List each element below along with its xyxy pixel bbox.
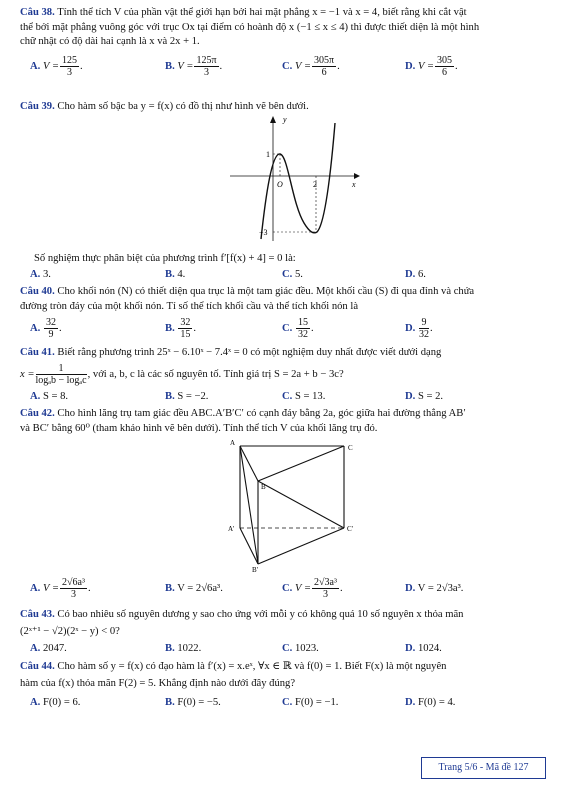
q43-option-c[interactable]: C. 1023. <box>282 643 319 654</box>
fraction: $\frac{\text{2√3a³}}{3}$ <box>314 577 337 600</box>
question-label: Câu 38. <box>20 7 55 18</box>
q44-line2: hàm của f(x) thỏa mãn F(2) = 5. Khẳng định nào dưới đây đúng? <box>20 677 296 689</box>
q39-option-a[interactable]: A. 3. <box>30 269 51 280</box>
vertex-C-label: C <box>348 444 353 452</box>
question-44 <box>20 660 550 708</box>
q43-line2: (2ˣ⁺¹ − √2)(2ˣ − y) < 0? <box>20 625 120 637</box>
q38-option-d[interactable]: D. V = $\frac{305}{6}$ . <box>405 55 458 78</box>
q43-option-a[interactable]: A. 2047. <box>30 643 67 654</box>
vertex-B1-label: B' <box>252 566 258 574</box>
q39-option-b[interactable]: B. 4. <box>165 269 186 280</box>
q42-line2: và BC′ bằng 60⁰ (tham khảo hình vẽ bên dưới). Tính thể tích V của khối lăng trụ đó. <box>20 422 378 434</box>
question-38 <box>20 6 550 78</box>
q43-line1: Câu 43. Có bao nhiêu số nguyên dương y sao cho ứng với mỗi y có không quá 10 số nguyên x thỏa mãn <box>20 609 464 620</box>
diagonal-BC1 <box>258 481 344 528</box>
edge-B1C1 <box>258 528 344 564</box>
q39-option-d[interactable]: D. 6. <box>405 269 426 280</box>
q38-option-a[interactable]: A. V = $\frac{125}{3}$ . <box>30 55 83 78</box>
q42-option-d[interactable]: D. V = 2√3a³. <box>405 583 464 594</box>
fraction: $\frac{32}{15}$ <box>180 317 191 340</box>
q42-line1: Câu 42. Cho hình lăng trụ tam giác đều ABC.A′B′C′ có cạnh đáy bằng 2a, góc giữa hai đường thẳng AB′ <box>20 408 466 419</box>
fraction: $\frac{32}{9}$ <box>45 317 56 340</box>
q38-option-c[interactable]: C. V = $\frac{305\pi}{6}$ . <box>282 55 340 78</box>
fraction: $\frac{125\pi}{3}$ <box>196 55 217 78</box>
q41-option-b[interactable]: B. S = −2. <box>165 391 209 402</box>
q44-options <box>20 696 550 712</box>
question-label: Câu 42. <box>20 408 55 419</box>
q42-options <box>20 577 550 603</box>
cubic-curve <box>261 123 335 239</box>
fraction: $\frac{\text{2√6a³}}{3}$ <box>62 577 85 600</box>
q41-line2: x = $\frac{1}{\text{logₐb − logₐc}}$ , với a, b, c là các số nguyên tố. Tính giá trị S = 2a + b − 3c? <box>20 362 344 386</box>
q39-options <box>20 268 550 284</box>
vertex-C1-label: C' <box>347 525 353 533</box>
q44-option-a[interactable]: A. F(0) = 6. <box>30 697 81 708</box>
q44-option-b[interactable]: B. F(0) = −5. <box>165 697 221 708</box>
fraction: $\frac{9}{32}$ <box>418 317 429 340</box>
question-39-body <box>20 252 550 280</box>
question-40 <box>20 285 550 340</box>
x-tick-2: 2 <box>313 180 317 189</box>
x-axis-arrow-icon <box>354 173 360 179</box>
q40-options <box>20 317 550 343</box>
question-42 <box>20 407 550 436</box>
q44-option-c[interactable]: C. F(0) = −1. <box>282 697 339 708</box>
q41-line1: Câu 41. Biết rằng phương trình 25ˣ − 6.10ˣ − 7.4ˣ = 0 có một nghiệm duy nhất được viết dưới dạng <box>20 347 442 358</box>
fraction: $\frac{125}{3}$ <box>62 55 78 78</box>
q40-option-c[interactable]: C. $\frac{15}{32}$ . <box>282 317 314 340</box>
q43-option-d[interactable]: D. 1024. <box>405 643 442 654</box>
question-41 <box>20 346 550 402</box>
q42-option-c[interactable]: C. V = $\frac{\text{2√3a³}}{3}$ . <box>282 577 343 600</box>
q38-line2: thể bởi mặt phẳng vuông góc với trục Ox tại điểm có hoành độ x (−1 ≤ x ≤ 4) thì được thiết diện là một hình <box>20 21 480 33</box>
q41-option-a[interactable]: A. S = 8. <box>30 391 69 402</box>
q42-option-b[interactable]: B. V = 2√6a³. <box>165 583 223 594</box>
q40-line2: đường tròn đáy của một khối nón. Tỉ số thể tích khối cầu và thể tích khối nón là <box>20 300 359 312</box>
y-axis-arrow-icon <box>270 116 276 123</box>
q39-option-c[interactable]: C. 5. <box>282 269 303 280</box>
q40-option-b[interactable]: B. $\frac{32}{15}$ . <box>165 317 197 340</box>
q41-options <box>20 390 550 406</box>
question-label: Câu 40. <box>20 286 55 297</box>
q39-text-line: Câu 39. Cho hàm số bậc ba y = f(x) có đồ thị như hình vẽ bên dưới. <box>20 101 309 112</box>
q43-options <box>20 642 550 658</box>
vertex-A1-label: A' <box>228 525 235 533</box>
question-label: Câu 41. <box>20 347 55 358</box>
prism-figure <box>226 436 358 574</box>
page-footer: Trang 5/6 - Mã đề 127 <box>421 757 546 779</box>
q40-option-a[interactable]: A. $\frac{32}{9}$ . <box>30 317 62 340</box>
q40-line1: Câu 40. Cho khối nón (N) có thiết diện qua trục là một tam giác đều. Một khối cầu (S) đi qua đỉnh và chứa <box>20 286 475 297</box>
q38-line1: Câu 38. Tính thể tích V của phần vật thể giới hạn bởi hai mặt phẳng x = −1 và x = 4, biết rằng khi cắt vật <box>20 7 467 18</box>
question-label: Câu 39. <box>20 101 55 112</box>
fraction: $\frac{15}{32}$ <box>297 317 308 340</box>
fraction: $\frac{1}{\text{logₐb − logₐc}}$ <box>35 362 87 386</box>
question-43 <box>20 608 550 654</box>
q38-options <box>20 55 550 81</box>
q42-option-a[interactable]: A. V = $\frac{\text{2√6a³}}{3}$ . <box>30 577 91 600</box>
y-tick-1: 1 <box>266 150 270 159</box>
question-label: Câu 44. <box>20 661 55 672</box>
origin-label: O <box>277 180 283 189</box>
q41-option-c[interactable]: C. S = 13. <box>282 391 326 402</box>
q44-option-d[interactable]: D. F(0) = 4. <box>405 697 456 708</box>
y-axis-label: y <box>283 115 287 124</box>
q38-line3: chữ nhật có độ dài hai cạnh là x và 2x + 1. <box>20 36 200 47</box>
fraction: $\frac{305}{6}$ <box>437 55 453 78</box>
fraction: $\frac{305\pi}{6}$ <box>314 55 335 78</box>
q44-line1: Câu 44. Cho hàm số y = f(x) có đạo hàm là f′(x) = x.eˣ, ∀x ∈ ℝ và f(0) = 1. Biết F(x) là một nguyên <box>20 661 447 672</box>
y-tick-minus-3: −3 <box>259 228 268 237</box>
vertex-A-label: A <box>230 439 236 447</box>
x-axis-label: x <box>352 180 356 189</box>
q38-option-b[interactable]: B. V = $\frac{125\pi}{3}$ . <box>165 55 223 78</box>
vertex-B-label: B <box>261 483 266 491</box>
q40-option-d[interactable]: D. $\frac{9}{32}$ . <box>405 317 433 340</box>
cubic-function-graph <box>228 113 364 245</box>
q43-option-b[interactable]: B. 1022. <box>165 643 202 654</box>
edge-BC <box>258 446 344 481</box>
q39-question: Số nghiệm thực phân biệt của phương trình f′[f(x) + 4] = 0 là: <box>34 253 296 264</box>
question-label: Câu 43. <box>20 609 55 620</box>
q41-option-d[interactable]: D. S = 2. <box>405 391 444 402</box>
